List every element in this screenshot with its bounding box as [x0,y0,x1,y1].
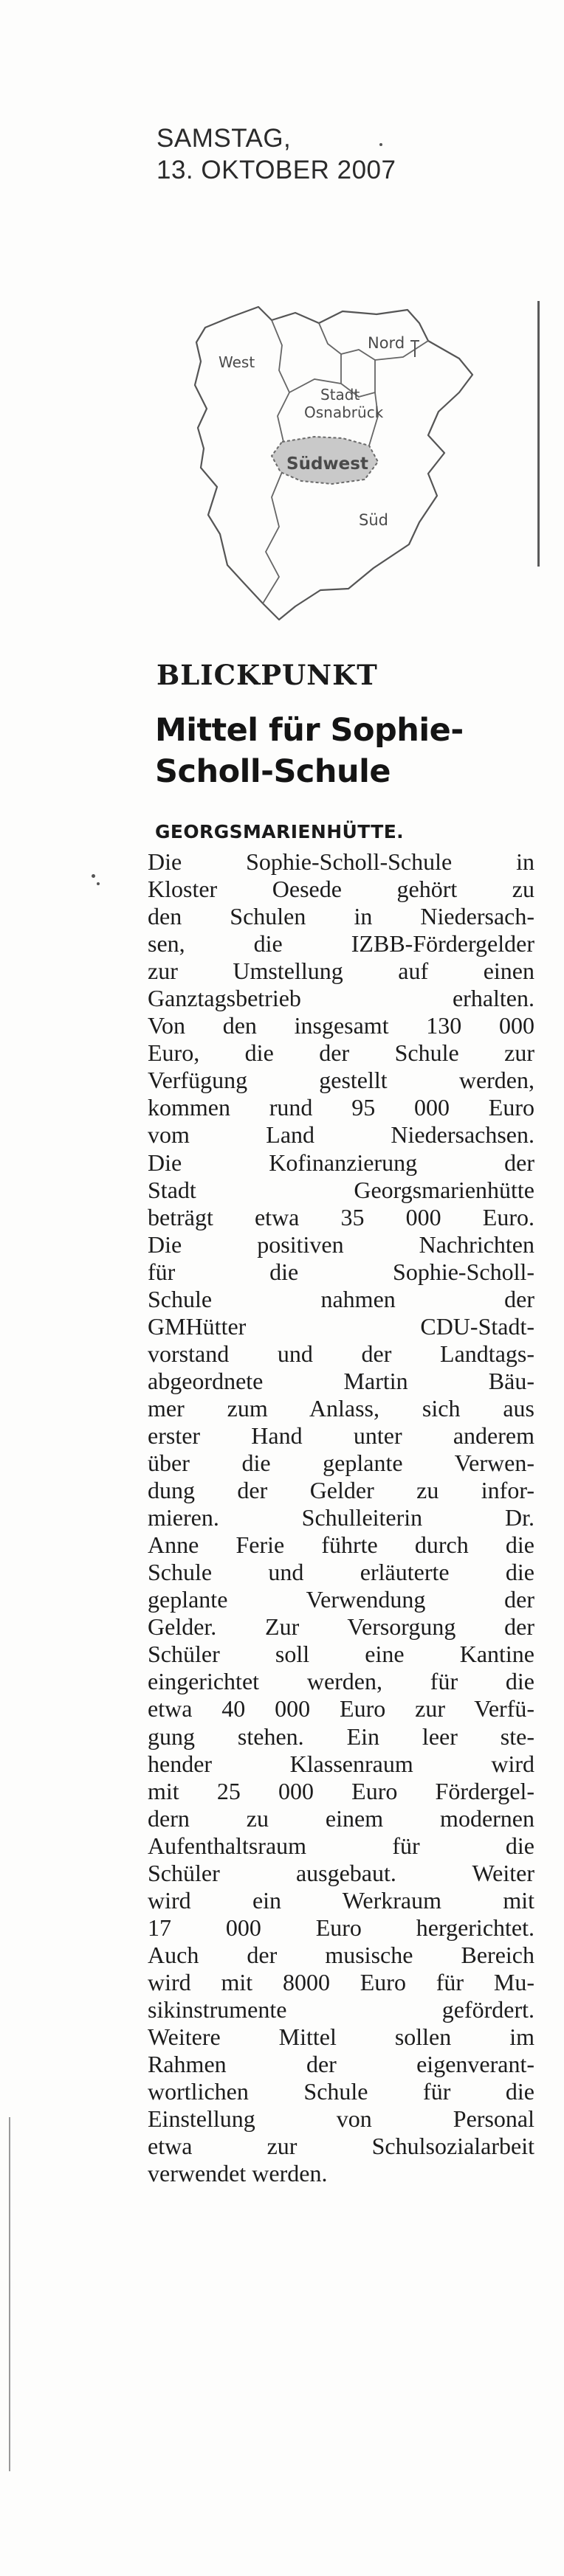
body-line: vom Land Niedersachsen. [148,1121,534,1149]
article-dateline: GEORGSMARIENHÜTTE. [155,821,405,842]
boundary-west-east [272,320,289,442]
column-rule [537,301,540,567]
map-label-sued: Süd [359,511,388,529]
body-line: über die geplante Verwen- [148,1450,534,1477]
body-line: beträgt etwa 35 000 Euro. [148,1203,534,1230]
map-marker-icon [410,341,419,357]
body-line: Gelder. Zur Versorgung der [148,1613,534,1641]
body-line: wird mit 8000 Euro für Mu- [148,1968,534,1995]
body-line: Schüler soll eine Kantine [148,1641,534,1668]
body-line: den Schulen in Niedersach- [148,903,534,930]
map-label-suedwest: Südwest [286,454,368,474]
body-line: abgeordnete Martin Bäu- [148,1367,534,1394]
body-line: hender Klassenraum wird [148,1750,534,1777]
body-line: Ganztagsbetrieb erhalten. [148,985,534,1012]
body-line: Euro, die der Schule zur [148,1039,534,1067]
body-line: Rahmen der eigenverant- [148,2051,534,2078]
body-line: dung der Gelder zu infor- [148,1477,534,1504]
body-line: Die Kofinanzierung der [148,1149,534,1176]
body-line: Aufenthaltsraum für die [148,1832,534,1859]
body-line: gung stehen. Ein leer ste- [148,1722,534,1750]
body-line: für die Sophie-Scholl- [148,1258,534,1285]
body-line: etwa zur Schulsozialarbeit [148,2133,534,2160]
weekday: SAMSTAG, [157,124,292,153]
headline-line-2: Scholl-Schule [155,753,391,790]
body-line: erster Hand unter anderem [148,1422,534,1449]
region-map [185,298,480,634]
body-line: Einstellung von Personal [148,2105,534,2133]
map-label-west: West [219,353,255,371]
body-line: dern zu einem modernen [148,1804,534,1832]
body-line: verwendet werden. [148,2160,328,2187]
body-line: Stadt Georgsmarienhütte [148,1176,534,1203]
body-line: etwa 40 000 Euro zur Verfü- [148,1695,534,1722]
headline-line-1: Mittel für Sophie- [155,712,464,749]
scan-edge [9,2117,10,2471]
body-line: wird ein Werkraum mit [148,1886,534,1914]
print-speck [379,143,382,146]
body-line: kommen rund 95 000 Euro [148,1094,534,1121]
print-speck [92,874,95,878]
body-line: Anne Ferie führte durch die [148,1531,534,1559]
body-line: Auch der musische Bereich [148,1941,534,1968]
body-line: eingerichtet werden, für die [148,1668,534,1695]
body-line: Von den insgesamt 130 000 [148,1012,534,1039]
body-line: Schüler ausgebaut. Weiter [148,1859,534,1886]
body-line: Weitere Mittel sollen im [148,2023,534,2051]
body-line: Schule nahmen der [148,1285,534,1312]
issue-date [157,122,396,186]
body-line: mieren. Schulleiterin Dr. [148,1504,534,1531]
body-line: vorstand und der Landtags- [148,1340,534,1367]
map-label-osnabrueck: Osnabrück [304,404,384,421]
body-line: Die positiven Nachrichten [148,1230,534,1258]
body-line: Kloster Oesede gehört zu [148,876,534,903]
boundary-sued [263,472,282,603]
map-label-stadt: Stadt [320,386,360,404]
body-line: 17 000 Euro hergerichtet. [148,1914,534,1941]
body-line: geplante Verwendung der [148,1586,534,1613]
body-line: zur Umstellung auf einen [148,958,534,985]
article-body [148,848,534,2187]
map-label-nord: Nord [368,334,405,352]
body-line: Schule und erläuterte die [148,1559,534,1586]
body-line: sikinstrumente gefördert. [148,1995,534,2023]
boundary-nord [319,323,375,392]
article-headline [155,710,532,792]
print-speck [97,882,100,885]
section-kicker: BLICKPUNKT [157,659,378,691]
date-line: 13. OKTOBER 2007 [157,156,396,184]
body-line: Verfügung gestellt werden, [148,1067,534,1094]
body-line: sen, die IZBB-Fördergelder [148,930,534,958]
body-line: mit 25 000 Euro Fördergel- [148,1777,534,1804]
body-line: mer zum Anlass, sich aus [148,1394,534,1422]
body-line: GMHütter CDU-Stadt- [148,1312,534,1340]
body-line: Die Sophie-Scholl-Schule in [148,848,534,875]
body-line: wortlichen Schule für die [148,2078,534,2105]
